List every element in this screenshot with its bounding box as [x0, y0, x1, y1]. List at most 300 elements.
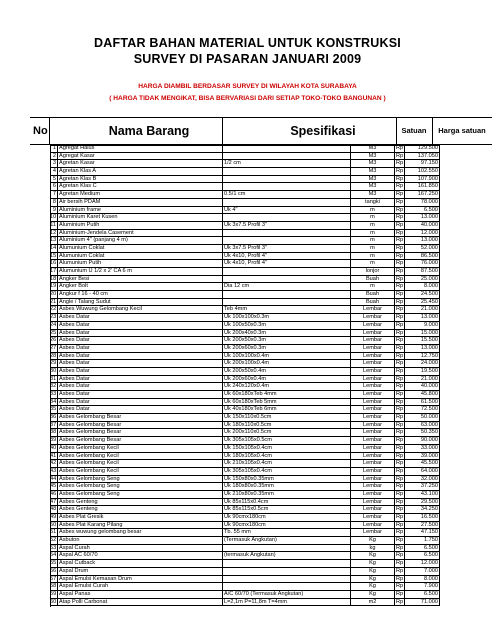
row-number: 36	[50, 414, 57, 421]
item-price: 78.000	[405, 199, 440, 207]
item-price: 21.000	[405, 306, 440, 314]
row-number: 59	[50, 590, 57, 597]
price-disclaimer-note: ( HARGA TIDAK MENGIKAT, BISA BERVARIASI DARI SETIAP TOKO-TOKO BANGUNAN )	[109, 95, 386, 102]
currency-label: Rp	[396, 414, 404, 421]
item-unit: Lembar	[351, 422, 395, 430]
item-unit: Kg	[351, 552, 395, 560]
item-price: 13.000	[405, 345, 440, 353]
row-number: 17	[50, 268, 57, 274]
table-row	[50, 583, 440, 591]
item-price: 40.000	[405, 383, 440, 391]
item-specification: Uk 200x60x0.3m	[223, 345, 351, 353]
row-number: 57	[50, 575, 57, 582]
item-price: 24.500	[405, 291, 440, 299]
item-name: Agretan Klas B	[58, 176, 223, 184]
item-price: 6.500	[405, 207, 440, 215]
table-row	[50, 253, 440, 261]
currency-label: Rp	[396, 214, 404, 221]
currency-label: Rp	[396, 337, 404, 344]
item-price: 45.800	[405, 391, 440, 399]
item-unit: M3	[351, 160, 395, 168]
item-unit: M3	[351, 183, 395, 191]
item-price: 50.350	[405, 429, 440, 437]
table-row	[50, 399, 440, 407]
currency-label: Rp	[396, 229, 404, 236]
item-unit: m	[351, 214, 395, 222]
item-price: 161.850	[405, 183, 440, 191]
currency-label: Rp	[396, 175, 404, 182]
item-name: Asbes wuwung gelombang besar	[58, 529, 223, 537]
item-specification: Uk 150x110x0.5cm	[223, 414, 351, 422]
currency-label: Rp	[396, 367, 404, 374]
currency-label: Rp	[396, 145, 404, 151]
item-unit: Lembar	[351, 491, 395, 499]
item-specification: Uk 200x50x0.4m	[223, 368, 351, 376]
item-name: Alumunium Putih	[58, 260, 223, 268]
currency-label: Rp	[396, 206, 404, 213]
item-price: 6.500	[405, 545, 440, 553]
currency-label: Rp	[396, 360, 404, 367]
table-row	[50, 145, 440, 153]
item-name: Aspal Cutback	[58, 560, 223, 568]
header-divider	[432, 117, 433, 145]
row-number: 5	[50, 176, 58, 184]
item-specification: Uk 100x100x0.4m	[223, 353, 351, 361]
item-name: Aspal Emulsi Kemasan Drum	[58, 576, 223, 584]
row-number: 24	[50, 321, 57, 328]
item-unit: Lembar	[351, 514, 395, 522]
currency-label: Rp	[396, 490, 404, 497]
item-name: Asbes Gelombang Besar	[58, 422, 223, 430]
table-row	[50, 353, 440, 361]
item-price: 97.150	[405, 160, 440, 168]
item-name: Aluminium 4" (panjang 4 m)	[58, 237, 223, 245]
table-row	[50, 476, 440, 484]
row-number: 18	[50, 275, 57, 282]
item-price: 76.000	[405, 260, 440, 268]
currency-label: Rp	[396, 314, 404, 321]
item-price: 107.900	[405, 176, 440, 184]
item-specification	[223, 583, 351, 591]
row-number: 58	[50, 583, 57, 590]
item-price: 52.000	[405, 245, 440, 253]
table-row	[50, 522, 440, 530]
item-name: Asbes Datar	[58, 337, 223, 345]
item-specification: (Termasuk Angkutan)	[223, 537, 351, 545]
material-price-table	[50, 145, 440, 606]
table-row	[50, 306, 440, 314]
item-price: 25.450	[405, 299, 440, 307]
row-number: 51	[50, 529, 57, 536]
currency-label: Rp	[396, 552, 404, 559]
item-specification	[223, 276, 351, 284]
row-number: 40	[50, 444, 57, 451]
item-name: Agregat Halus	[58, 145, 223, 153]
item-unit: Lembar	[351, 399, 395, 407]
item-specification: Uk 210x80x0.35mm	[223, 491, 351, 499]
item-price: 13.000	[405, 237, 440, 245]
item-name: Asbes Gelombang Seng	[58, 491, 223, 499]
item-name: Agretan Kasar	[58, 160, 223, 168]
currency-label: Rp	[396, 383, 404, 390]
item-unit: m	[351, 222, 395, 230]
item-unit: Kg	[351, 576, 395, 584]
item-name: Asbes Gelombang Kecil	[58, 445, 223, 453]
item-price: 64.000	[405, 468, 440, 476]
table-row	[50, 406, 440, 414]
currency-label: Rp	[396, 537, 404, 544]
item-specification: Uk 200x40x0.3m	[223, 330, 351, 338]
currency-label: Rp	[396, 352, 404, 359]
item-price: 90.000	[405, 437, 440, 445]
item-price: 19.500	[405, 368, 440, 376]
item-price: 39.000	[405, 453, 440, 461]
item-price: 61.500	[405, 399, 440, 407]
row-number: 50	[50, 521, 57, 528]
currency-label: Rp	[396, 268, 404, 274]
currency-label: Rp	[396, 529, 404, 536]
item-price: 13.000	[405, 214, 440, 222]
item-specification	[223, 576, 351, 584]
item-unit: lonjor	[351, 268, 395, 276]
item-name: Asbes Datar	[58, 330, 223, 338]
item-name: Asbes Datar	[58, 399, 223, 407]
table-row	[50, 422, 440, 430]
table-row	[50, 207, 440, 215]
item-price: 29.500	[405, 499, 440, 507]
item-specification: Uk 150x105x0.4cm	[223, 445, 351, 453]
item-price: 87.500	[405, 268, 440, 276]
currency-label: Rp	[396, 429, 404, 436]
item-name: Asbes Gelombang Besar	[58, 437, 223, 445]
row-number: 53	[50, 544, 57, 551]
row-number: 48	[50, 506, 57, 513]
item-name: Asbes Gelombang Kecil	[58, 460, 223, 468]
item-unit: Lembar	[351, 522, 395, 530]
item-name: Asbes Datar	[58, 360, 223, 368]
item-name: Angker Bolt	[58, 283, 223, 291]
table-row	[50, 330, 440, 338]
item-price: 40.000	[405, 222, 440, 230]
table-row	[50, 383, 440, 391]
row-number: 1	[50, 145, 58, 153]
currency-label: Rp	[396, 567, 404, 574]
item-price: 167.250	[405, 191, 440, 199]
table-row	[50, 222, 440, 230]
currency-label: Rp	[396, 598, 404, 605]
item-name: Angle / Talang Sudut	[58, 299, 223, 307]
currency-label: Rp	[396, 514, 404, 520]
currency-label: Rp	[396, 291, 404, 298]
currency-label: Rp	[396, 560, 404, 567]
item-specification	[223, 545, 351, 553]
item-unit: Lembar	[351, 391, 395, 399]
item-price: 50.000	[405, 414, 440, 422]
table-row	[50, 191, 440, 199]
item-name: Asbes Datar	[58, 376, 223, 384]
row-number: 43	[50, 467, 57, 474]
row-number: 23	[50, 314, 57, 321]
item-specification	[223, 176, 351, 184]
header-no: No	[33, 125, 48, 137]
currency-label: Rp	[396, 583, 404, 590]
item-specification	[223, 183, 351, 191]
item-price: 37.250	[405, 483, 440, 491]
item-name: Aluminium-Jendela Casement	[58, 230, 223, 238]
table-row	[50, 568, 440, 576]
item-price: 7.900	[405, 583, 440, 591]
table-row	[50, 299, 440, 307]
item-unit: Kg	[351, 568, 395, 576]
table-row	[50, 276, 440, 284]
item-unit: m	[351, 283, 395, 291]
item-unit: Kg	[351, 583, 395, 591]
item-name: Atap Polli Carbonat	[58, 599, 223, 607]
currency-label: Rp	[396, 590, 404, 597]
item-unit: m2	[351, 599, 395, 607]
table-row	[50, 268, 440, 276]
row-number: 2	[50, 153, 58, 161]
item-name: Asbes Gelombang Seng	[58, 476, 223, 484]
item-specification: Tb. 55 mm	[223, 529, 351, 537]
row-number: 16	[50, 260, 57, 267]
item-price: 72.500	[405, 406, 440, 414]
item-unit: m	[351, 237, 395, 245]
currency-label: Rp	[396, 460, 404, 467]
row-number: 54	[50, 552, 57, 559]
item-name: Alumunium Coklat	[58, 253, 223, 261]
currency-label: Rp	[396, 221, 404, 228]
table-row	[50, 230, 440, 238]
item-unit: Lembar	[351, 529, 395, 537]
item-name: Aluminium frame	[58, 207, 223, 215]
row-number: 46	[50, 490, 57, 497]
item-price: 32.000	[405, 476, 440, 484]
table-row	[50, 483, 440, 491]
table-row	[50, 429, 440, 437]
item-specification: Uk 90cmx180cm	[223, 522, 351, 530]
table-row	[50, 506, 440, 514]
row-number: 55	[50, 560, 57, 567]
item-specification: Uk 60x180xTeb 4mm	[223, 391, 351, 399]
row-number: 37	[50, 421, 57, 428]
currency-label: Rp	[396, 452, 404, 459]
item-unit: m	[351, 207, 395, 215]
item-specification: Uk 180x80x0.35mm	[223, 483, 351, 491]
item-specification: A/C 60/70 (Termasuk Angkutan)	[223, 591, 351, 599]
item-unit: Lembar	[351, 460, 395, 468]
header-satuan: Satuan	[401, 126, 427, 135]
item-specification: L=2,1m P=11,8m T=4mm	[223, 599, 351, 607]
currency-label: Rp	[396, 152, 404, 159]
item-specification	[223, 291, 351, 299]
item-unit: Lembar	[351, 437, 395, 445]
item-unit: M3	[351, 168, 395, 176]
item-name: Aluminium Karet Kusen	[58, 214, 223, 222]
table-row	[50, 599, 440, 607]
item-name: Aspal AC 60/70	[58, 552, 223, 560]
table-row	[50, 260, 440, 268]
table-row	[50, 283, 440, 291]
item-unit: M3	[351, 153, 395, 161]
table-row	[50, 199, 440, 207]
currency-label: Rp	[396, 475, 404, 482]
item-specification: Uk 100x100x0.3m	[223, 314, 351, 322]
row-number: 22	[50, 306, 57, 313]
item-specification: Uk 40x180xTeb 6mm	[223, 406, 351, 414]
item-specification	[223, 199, 351, 207]
item-unit: Lembar	[351, 322, 395, 330]
table-row	[50, 160, 440, 168]
table-row	[50, 576, 440, 584]
item-price: 63.000	[405, 422, 440, 430]
table-row	[50, 291, 440, 299]
price-source-note: HARGA DIAMBIL BERDASAR SURVEY DI WILAYAH KOTA SURABAYA	[138, 83, 357, 90]
item-specification: 1/2 cm	[223, 160, 351, 168]
item-name: Asbes Datar	[58, 314, 223, 322]
table-row	[50, 337, 440, 345]
item-unit: Lembar	[351, 360, 395, 368]
item-specification	[223, 168, 351, 176]
item-unit: Lembar	[351, 476, 395, 484]
table-row	[50, 529, 440, 537]
header-divider	[396, 117, 397, 145]
item-name: Asbes Datar	[58, 368, 223, 376]
item-specification: Uk 240x120x0.4m	[223, 383, 351, 391]
item-unit: Kg	[351, 560, 395, 568]
document-title: DAFTAR BAHAN MATERIAL UNTUK KONSTRUKSI	[94, 36, 401, 50]
table-row	[50, 453, 440, 461]
item-unit: M3	[351, 145, 395, 153]
currency-label: Rp	[396, 544, 404, 551]
item-unit: Lembar	[351, 376, 395, 384]
item-price: 8.000	[405, 576, 440, 584]
item-price: 1.750	[405, 537, 440, 545]
table-row	[50, 391, 440, 399]
item-specification: Uk 200x100x0.4m	[223, 360, 351, 368]
item-specification: (termasuk Angkutan)	[223, 552, 351, 560]
item-name: Aspal Emulsi Curah	[58, 583, 223, 591]
item-unit: Lembar	[351, 483, 395, 491]
row-number: 3	[50, 160, 58, 168]
row-number: 21	[50, 298, 57, 305]
item-unit: Lembar	[351, 414, 395, 422]
item-price: 6.500	[405, 591, 440, 599]
item-specification: Uk 305x105x0.5cm	[223, 437, 351, 445]
row-number: 7	[50, 191, 58, 199]
table-row	[50, 445, 440, 453]
item-name: Aspal Curah	[58, 545, 223, 553]
row-number: 32	[50, 383, 57, 390]
item-unit: Lembar	[351, 345, 395, 353]
item-price: 21.000	[405, 376, 440, 384]
item-price: 6.500	[405, 552, 440, 560]
table-row	[50, 168, 440, 176]
item-price: 12.750	[405, 353, 440, 361]
item-name: Agregat Kasar	[58, 153, 223, 161]
currency-label: Rp	[396, 244, 404, 251]
item-specification: Uk 200x60x0.4m	[223, 376, 351, 384]
currency-label: Rp	[396, 421, 404, 428]
item-unit: Lembar	[351, 368, 395, 376]
row-number: 27	[50, 344, 57, 351]
item-specification: Uk 150x80x0.35mm	[223, 476, 351, 484]
item-unit: Kg	[351, 537, 395, 545]
item-name: Asbuton	[58, 537, 223, 545]
item-name: Asbes Genteng	[58, 499, 223, 507]
table-row	[50, 591, 440, 599]
item-specification	[223, 560, 351, 568]
item-specification: Uk 210x105x0.4cm	[223, 460, 351, 468]
item-price: 102.550	[405, 168, 440, 176]
item-specification: Dia 12 cm	[223, 283, 351, 291]
currency-label: Rp	[396, 260, 404, 267]
row-number: 52	[50, 537, 57, 544]
item-unit: M3	[351, 176, 395, 184]
item-name: Alumunium U 1/2 x 2' CA 6 m	[58, 268, 223, 276]
item-unit: Buah	[351, 291, 395, 299]
item-specification: Uk 200x50x0.3m	[223, 337, 351, 345]
header-nama-barang: Nama Barang	[108, 124, 190, 138]
table-row	[50, 214, 440, 222]
item-name: Asbes Genteng	[58, 506, 223, 514]
item-name: Asbes Datar	[58, 353, 223, 361]
item-unit: Lembar	[351, 337, 395, 345]
table-row	[50, 437, 440, 445]
currency-label: Rp	[396, 437, 404, 444]
table-row	[50, 491, 440, 499]
currency-label: Rp	[396, 198, 404, 205]
row-number: 35	[50, 406, 57, 413]
row-number: 38	[50, 429, 57, 436]
item-name: Asbes Datar	[58, 345, 223, 353]
row-number: 60	[50, 598, 57, 605]
currency-label: Rp	[396, 237, 404, 244]
currency-label: Rp	[396, 498, 404, 505]
row-number: 41	[50, 452, 57, 459]
item-unit: Kg	[351, 591, 395, 599]
row-number: 19	[50, 283, 57, 290]
item-name: Aspal Drum	[58, 568, 223, 576]
row-number: 14	[50, 244, 57, 251]
item-specification: Uk 4"	[223, 207, 351, 215]
table-row	[50, 514, 440, 522]
item-price: 9.000	[405, 322, 440, 330]
item-name: Angkur f 16 - 40 cm	[58, 291, 223, 299]
table-row	[50, 499, 440, 507]
currency-label: Rp	[396, 321, 404, 328]
item-unit: Lembar	[351, 406, 395, 414]
item-specification: Uk 100x50x0.3m	[223, 322, 351, 330]
item-name: Asbes Plat Karang Pilang	[58, 522, 223, 530]
item-price: 12.000	[405, 560, 440, 568]
item-specification	[223, 268, 351, 276]
item-price: 7.000	[405, 568, 440, 576]
table-row	[50, 414, 440, 422]
item-name: Agretan Klas C	[58, 183, 223, 191]
item-name: Asbes Datar	[58, 406, 223, 414]
currency-label: Rp	[396, 483, 404, 490]
table-row	[50, 376, 440, 384]
row-number: 39	[50, 437, 57, 444]
row-number: 29	[50, 360, 57, 367]
table-row	[50, 153, 440, 161]
table-row	[50, 537, 440, 545]
item-price: 15.000	[405, 330, 440, 338]
row-number: 4	[50, 168, 58, 176]
item-unit: Lembar	[351, 383, 395, 391]
currency-label: Rp	[396, 252, 404, 259]
